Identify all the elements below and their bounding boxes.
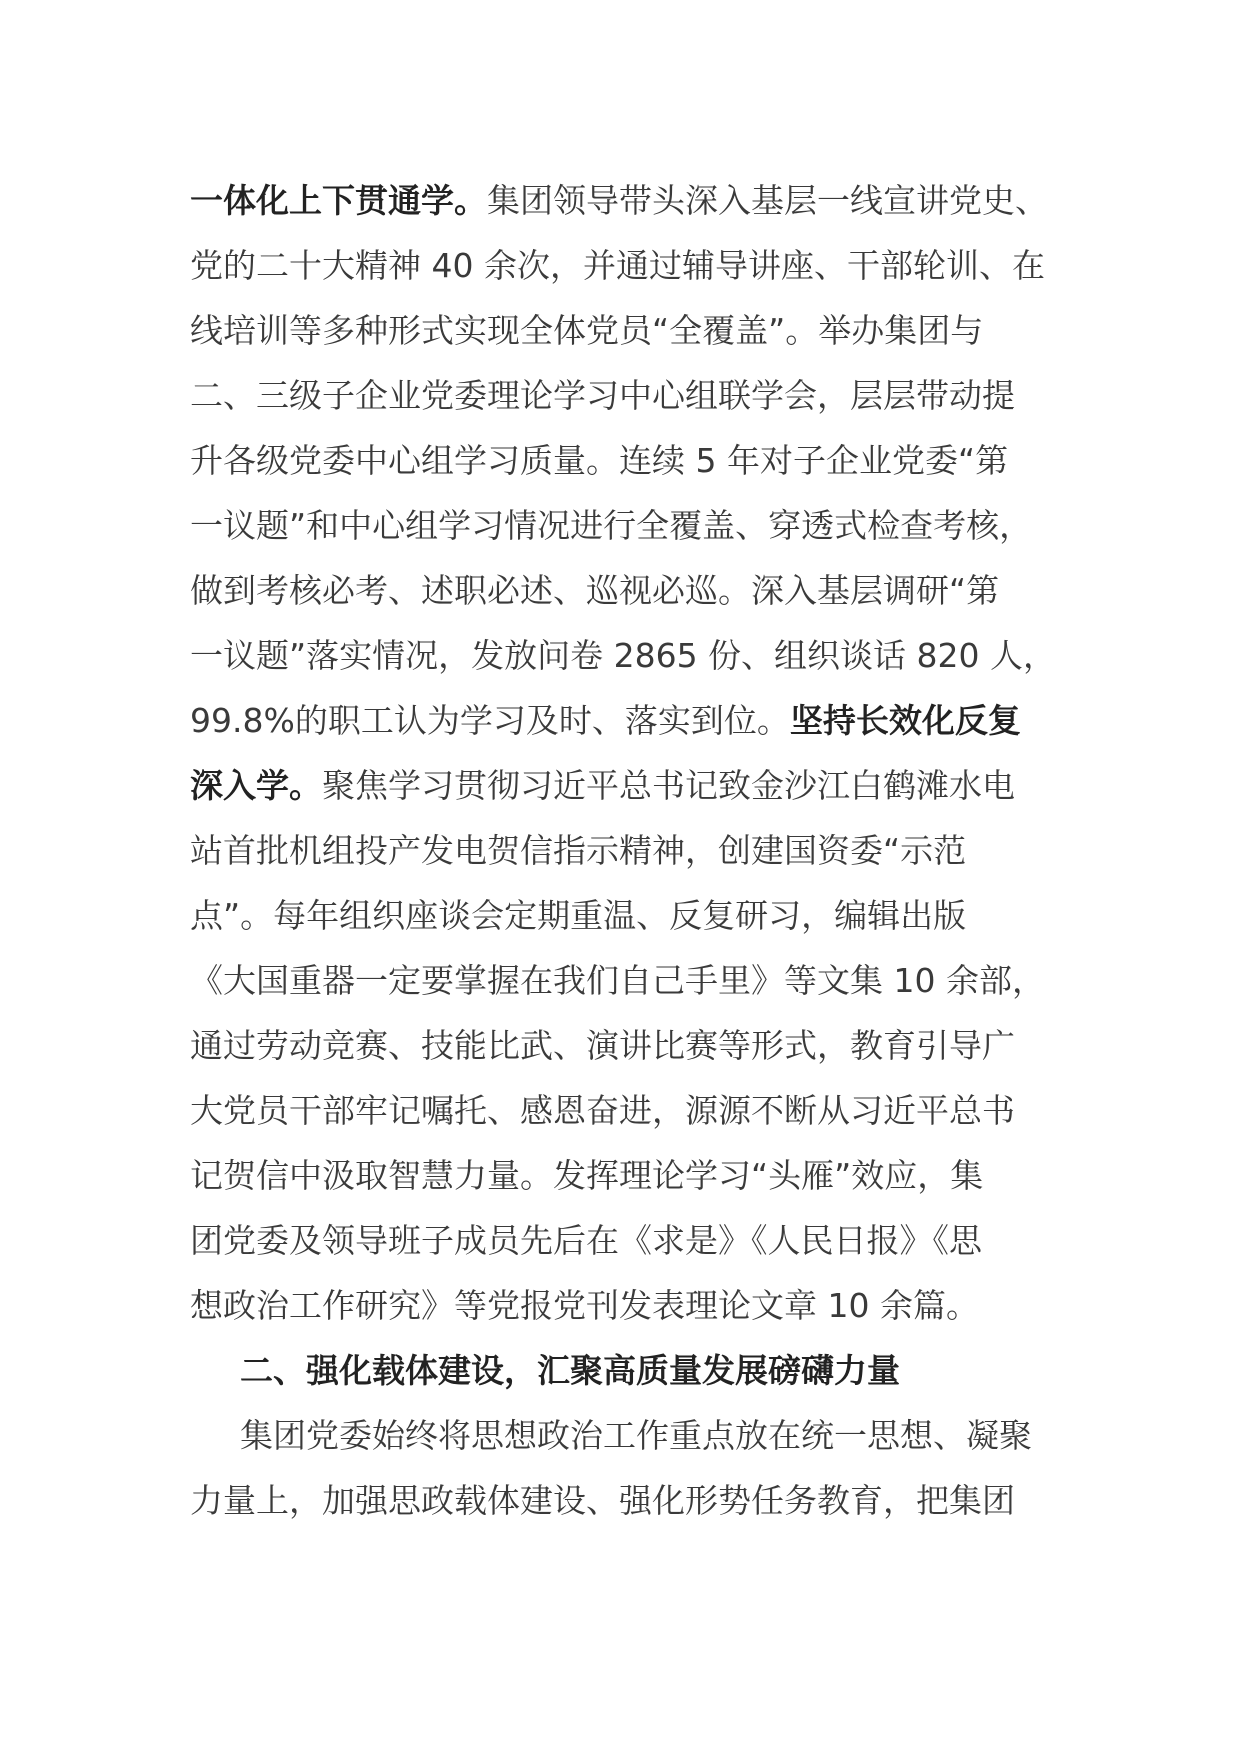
text-line <box>190 1468 1070 1533</box>
line-text: 做到考核必考、述职必述、巡视必巡。深入基层调研“第 <box>190 571 1000 610</box>
text-line <box>190 1273 1070 1338</box>
line-text: 想政治工作研究》等党报党刊发表理论文章 10 余篇。 <box>190 1286 979 1325</box>
line-text: 集团党委始终将思想政治工作重点放在统一思想、凝聚 <box>240 1416 1032 1455</box>
text-line <box>190 818 1070 883</box>
text-line <box>190 1078 1070 1143</box>
text-line <box>190 493 1070 558</box>
line-text: 二、三级子企业党委理论学习中心组联学会，层层带动提 <box>190 376 1015 415</box>
section-heading: 二、强化载体建设，汇聚高质量发展磅礴力量 <box>240 1351 900 1390</box>
bold-lead: 坚持长效化反复 <box>789 701 1021 740</box>
line-text: 力量上，加强思政载体建设、强化形势任务教育，把集团 <box>190 1481 1015 1520</box>
line-text: 通过劳动竞赛、技能比武、演讲比赛等形式，教育引导广 <box>190 1026 1015 1065</box>
bold-lead: 一体化上下贯通学。 <box>190 181 487 220</box>
body-text <box>190 168 1070 1533</box>
text-line <box>190 168 1070 233</box>
text-line <box>190 363 1070 428</box>
line-text: 线培训等多种形式实现全体党员“全覆盖”。举办集团与 <box>190 311 984 350</box>
text-line <box>190 1208 1070 1273</box>
text-line <box>190 948 1070 1013</box>
line-text: 《大国重器一定要掌握在我们自己手里》等文集 10 余部， <box>190 961 1045 1000</box>
text-line <box>190 1403 1070 1468</box>
line-text: 99.8%的职工认为学习及时、落实到位。 <box>190 701 790 740</box>
text-line <box>190 1013 1070 1078</box>
text-line <box>190 1143 1070 1208</box>
line-text: 点”。每年组织座谈会定期重温、反复研习，编辑出版 <box>190 896 967 935</box>
line-text: 党的二十大精神 40 余次，并通过辅导讲座、干部轮训、在 <box>190 246 1045 285</box>
text-line <box>190 623 1070 688</box>
line-text: 大党员干部牢记嘱托、感恩奋进，源源不断从习近平总书 <box>190 1091 1015 1130</box>
line-text: 聚焦学习贯彻习近平总书记致金沙江白鹤滩水电 <box>322 766 1015 805</box>
line-text: 团党委及领导班子成员先后在《求是》《人民日报》《思 <box>190 1221 982 1260</box>
bold-lead: 深入学。 <box>190 766 322 805</box>
text-line <box>190 688 1070 753</box>
line-text: 升各级党委中心组学习质量。连续 5 年对子企业党委“第 <box>190 441 1009 480</box>
line-text: 一议题”落实情况，发放问卷 2865 份、组织谈话 820 人， <box>190 636 1057 675</box>
line-text: 集团领导带头深入基层一线宣讲党史、 <box>487 181 1048 220</box>
line-text: 记贺信中汲取智慧力量。发挥理论学习“头雁”效应，集 <box>190 1156 984 1195</box>
text-line <box>190 558 1070 623</box>
text-line <box>190 298 1070 363</box>
line-text: 站首批机组投产发电贺信指示精神，创建国资委“示范 <box>190 831 967 870</box>
text-line <box>190 883 1070 948</box>
text-line <box>190 233 1070 298</box>
text-line <box>190 428 1070 493</box>
text-line <box>190 753 1070 818</box>
line-text: 一议题”和中心组学习情况进行全覆盖、穿透式检查考核， <box>190 506 1033 545</box>
